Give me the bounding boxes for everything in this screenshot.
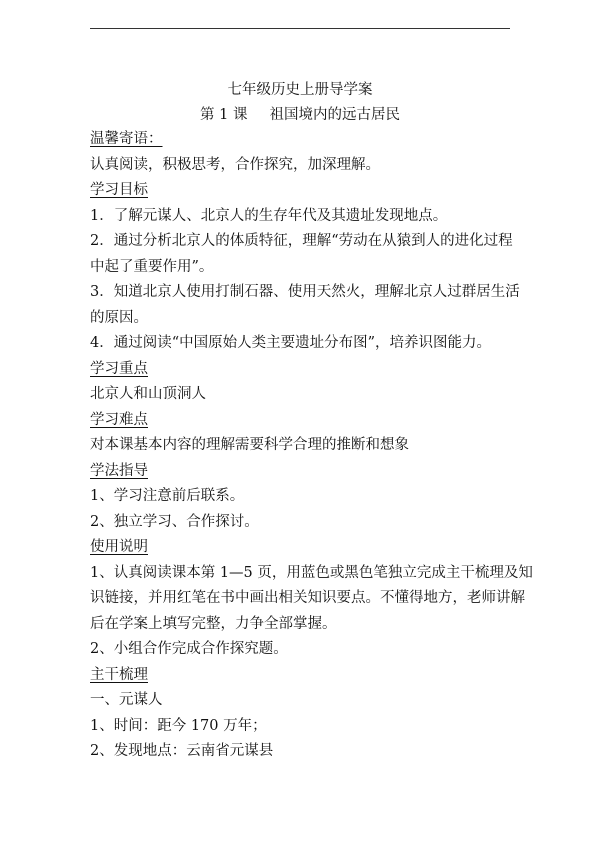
section-usage (90, 535, 533, 663)
section-method (90, 459, 530, 536)
section-goals (90, 178, 530, 357)
document-body (90, 78, 533, 765)
paragraph-line: 1．了解元谋人、北京人的生存年代及其遗址发现地点。 (90, 207, 448, 224)
paragraph-line: 1、认真阅读课本第 1—5 页，用蓝色或黑色笔独立完成主干梳理及知 (90, 564, 533, 581)
section-tips (90, 127, 530, 178)
lesson-name: 祖国境内的远古居民 (269, 107, 400, 123)
paragraph-line: 4．通过阅读“中国原始人类主要遗址分布图”，培养识图能力。 (90, 335, 492, 351)
paragraph-line: 识链接，并用红笔在书中画出相关知识要点。不懂得地方，老师讲解 (90, 590, 525, 606)
paragraph-line: 2．通过分析北京人的体质特征，理解“劳动在从猿到人的进化过程 (90, 233, 513, 249)
section-heading-usage: 使用说明 (90, 539, 148, 555)
document-title: 七年级历史上册导学案 (227, 82, 373, 98)
header-rule (90, 28, 510, 29)
paragraph-line: 认真阅读，积极思考，合作探究，加深理解。 (90, 156, 380, 173)
section-heading-difficulties: 学习难点 (90, 411, 148, 428)
section-heading-tips: 温馨寄语： (90, 131, 163, 147)
paragraph-line: 后在学案上填写完整，力争全部掌握。 (90, 615, 337, 632)
paragraph-line: 3．知道北京人使用打制石器、使用天然火，理解北京人过群居生活 (90, 284, 520, 300)
section-heading-key-points: 学习重点 (90, 360, 148, 377)
paragraph-line: 2、小组合作完成合作探究题。 (90, 641, 288, 657)
lesson-title (90, 103, 510, 127)
section-heading-method: 学法指导 (90, 462, 148, 479)
paragraph-line: 2、发现地点：云南省元谋县 (90, 743, 274, 759)
paragraph-line: 1、时间：距今 170 万年； (90, 717, 267, 734)
paragraph-line: 一、元谋人 (90, 692, 163, 708)
paragraph-line: 对本课基本内容的理解需要科学合理的推断和想象 (90, 437, 409, 453)
section-difficulties (90, 408, 530, 459)
section-heading-goals: 学习目标 (90, 182, 148, 198)
section-outline (90, 663, 530, 765)
paragraph-line: 的原因。 (90, 309, 148, 326)
paragraph-line: 2、独立学习、合作探讨。 (90, 513, 259, 530)
paragraph-line: 1、学习注意前后联系。 (90, 488, 245, 504)
section-key-points (90, 357, 530, 408)
paragraph-line: 中起了重要作用”。 (90, 258, 214, 275)
section-heading-outline: 主干梳理 (90, 666, 148, 683)
lesson-number: 第 1 课 (200, 107, 248, 123)
paragraph-line: 北京人和山顶洞人 (90, 386, 206, 402)
